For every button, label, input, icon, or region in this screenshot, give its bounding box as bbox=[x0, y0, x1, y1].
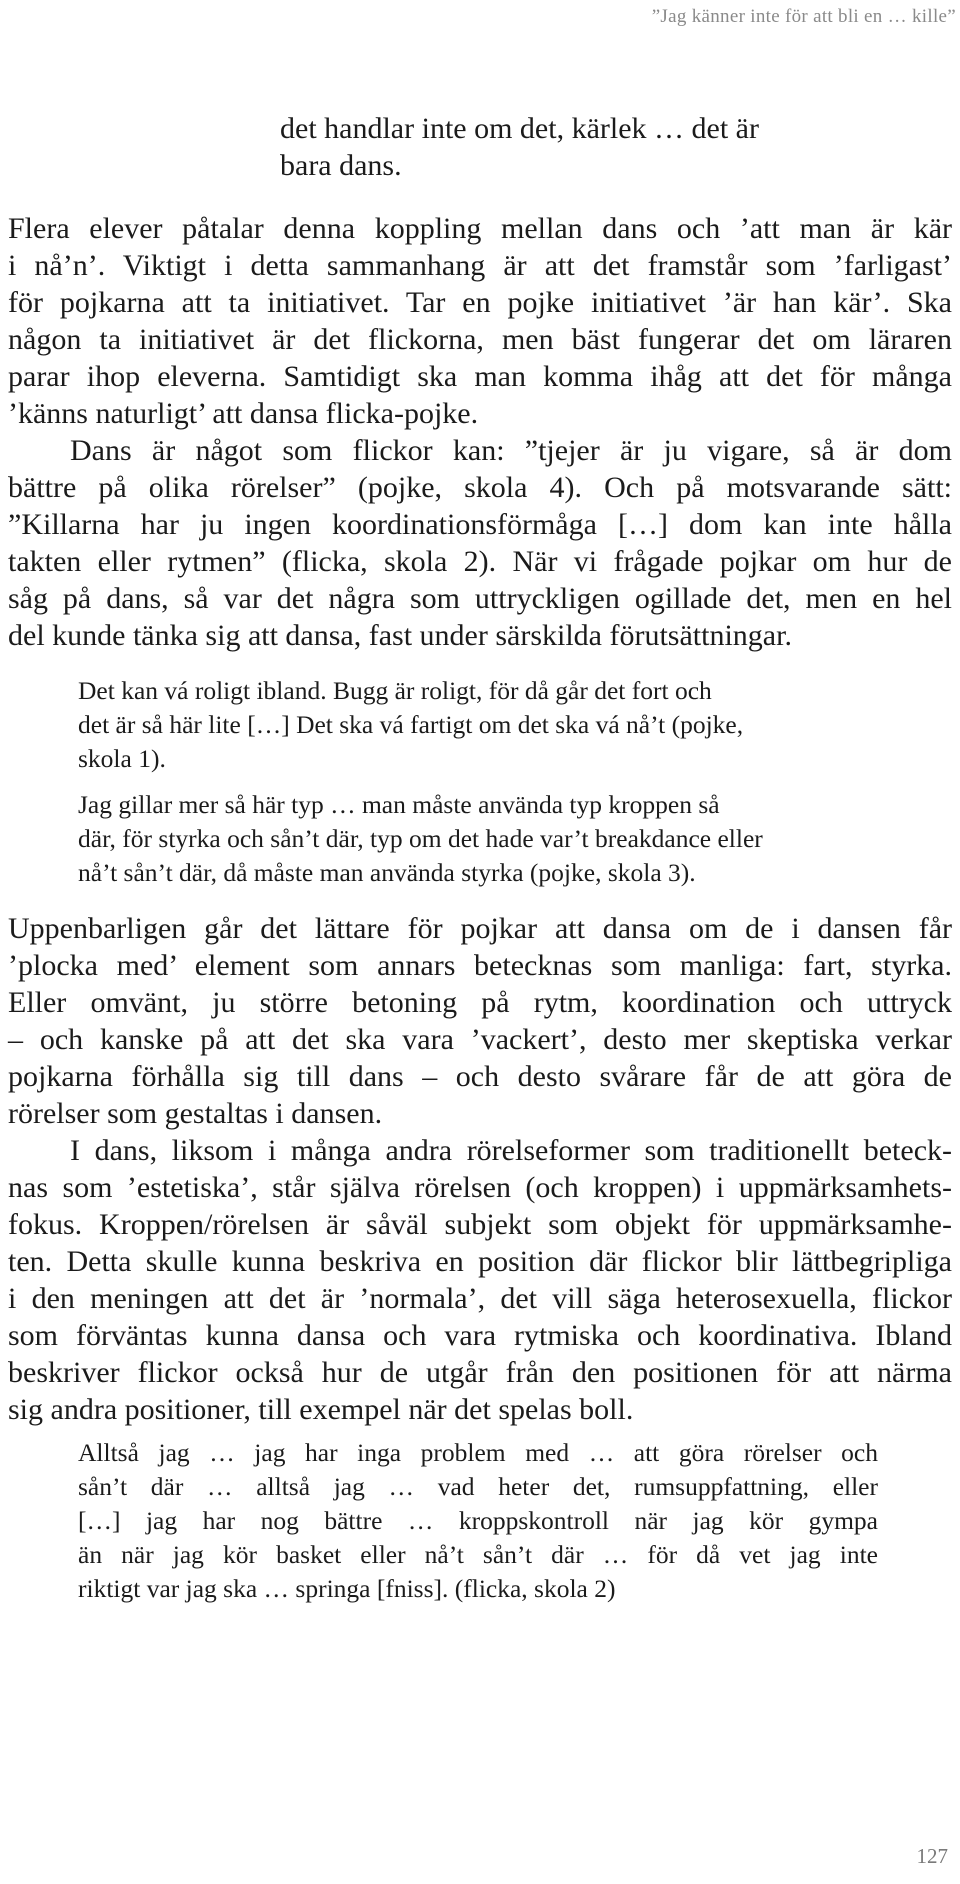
quote-block-2 bbox=[78, 788, 878, 890]
paragraph-1 bbox=[8, 210, 952, 432]
quote-line: nå’t sån’t där, då måste man använda styrka (pojke, skola 3). bbox=[78, 858, 696, 887]
text-line: Uppenbarligen går det lättare för pojkar att dansa om de i dansen får bbox=[8, 912, 952, 945]
text-line: såg på dans, så var det några som uttryckligen ogillade det, men en hel bbox=[8, 582, 952, 615]
text-line: ’känns naturligt’ att dansa flicka-pojke. bbox=[8, 397, 479, 430]
text-line: – och kanske på att det ska vara ’vackert’, desto mer skeptiska verkar bbox=[8, 1023, 952, 1056]
quote-line: Alltså jag … jag har inga problem med … att göra rörelser och bbox=[78, 1438, 878, 1467]
text-line: rörelser som gestaltas i dansen. bbox=[8, 1097, 383, 1130]
text-line: som förväntas kunna dansa och vara rytmiska och koordinativa. Ibland bbox=[8, 1319, 952, 1352]
text-line: i den meningen att det är ’normala’, det vill säga heterosexuella, flickor bbox=[8, 1282, 952, 1315]
quote-line: där, för styrka och sån’t där, typ om det hade var’t breakdance eller bbox=[78, 824, 763, 853]
paragraph-4 bbox=[8, 1132, 952, 1428]
quote-line: skola 1). bbox=[78, 744, 166, 773]
text-line: pojkarna förhålla sig till dans – och desto svårare får de att göra de bbox=[8, 1060, 952, 1093]
text-line: i nå’n’. Viktigt i detta sammanhang är att det framstår som ’farligast’ bbox=[8, 249, 952, 282]
quote-block-3 bbox=[78, 1436, 878, 1606]
text-line: I dans, liksom i många andra rörelseformer som traditionellt beteck- bbox=[70, 1134, 952, 1167]
text-line: parar ihop eleverna. Samtidigt ska man komma ihåg att det för många bbox=[8, 360, 952, 393]
text-line: Dans är något som flickor kan: ”tjejer är ju vigare, så är dom bbox=[70, 434, 952, 467]
quote-line: sån’t där … alltså jag … vad heter det, rumsuppfattning, eller bbox=[78, 1472, 878, 1501]
text-line: någon ta initiativet är det flickorna, men bäst fungerar det om läraren bbox=[8, 323, 952, 356]
text-line: takten eller rytmen” (flicka, skola 2). När vi frågade pojkar om hur de bbox=[8, 545, 952, 578]
quote-line: Det kan vá roligt ibland. Bugg är roligt, för då går det fort och bbox=[78, 676, 712, 705]
quote-line: riktigt var jag ska … springa [fniss]. (flicka, skola 2) bbox=[78, 1574, 616, 1603]
text-line: ’plocka med’ element som annars betecknas som manliga: fart, styrka. bbox=[8, 949, 952, 982]
text-line: nas som ’estetiska’, står själva rörelsen (och kroppen) i uppmärksamhets- bbox=[8, 1171, 952, 1204]
quote-line: Jag gillar mer så här typ … man måste använda typ kroppen så bbox=[78, 790, 720, 819]
text-line: beskriver flickor också hur de utgår från den positionen för att närma bbox=[8, 1356, 952, 1389]
quote-block-1 bbox=[78, 674, 878, 776]
page-number: 127 bbox=[916, 1844, 948, 1868]
quote-line: […] jag har nog bättre … kroppskontroll när jag kör gympa bbox=[78, 1506, 878, 1535]
quote-line: bara dans. bbox=[280, 149, 402, 182]
text-line: ”Killarna har ju ingen koordinationsförmåga […] dom kan inte hålla bbox=[8, 508, 952, 541]
paragraph-2 bbox=[8, 432, 952, 654]
text-line: Eller omvänt, ju större betoning på rytm, koordination och uttryck bbox=[8, 986, 952, 1019]
quote-line: det är så här lite […] Det ska vá fartigt om det ska vá nå’t (pojke, bbox=[78, 710, 744, 739]
quote-line: än när jag kör basket eller nå’t sån’t där … för då vet jag inte bbox=[78, 1540, 878, 1569]
running-head: ”Jag känner inte för att bli en … kille” bbox=[651, 6, 956, 27]
text-line: bättre på olika rörelser” (pojke, skola 4). Och på motsvarande sätt: bbox=[8, 471, 952, 504]
text-line: ten. Detta skulle kunna beskriva en position där flickor blir lättbegripliga bbox=[8, 1245, 952, 1278]
quote-line: det handlar inte om det, kärlek … det är bbox=[280, 112, 759, 145]
text-line: för pojkarna att ta initiativet. Tar en pojke initiativet ’är han kär’. Ska bbox=[8, 286, 952, 319]
text-line: fokus. Kroppen/rörelsen är såväl subjekt som objekt för uppmärksamhe- bbox=[8, 1208, 952, 1241]
text-line: sig andra positioner, till exempel när det spelas boll. bbox=[8, 1393, 634, 1426]
text-line: del kunde tänka sig att dansa, fast under särskilda förutsättningar. bbox=[8, 619, 792, 652]
paragraph-3 bbox=[8, 910, 952, 1132]
quote-block-opening bbox=[280, 110, 840, 184]
text-line: Flera elever påtalar denna koppling mellan dans och ’att man är kär bbox=[8, 212, 952, 245]
